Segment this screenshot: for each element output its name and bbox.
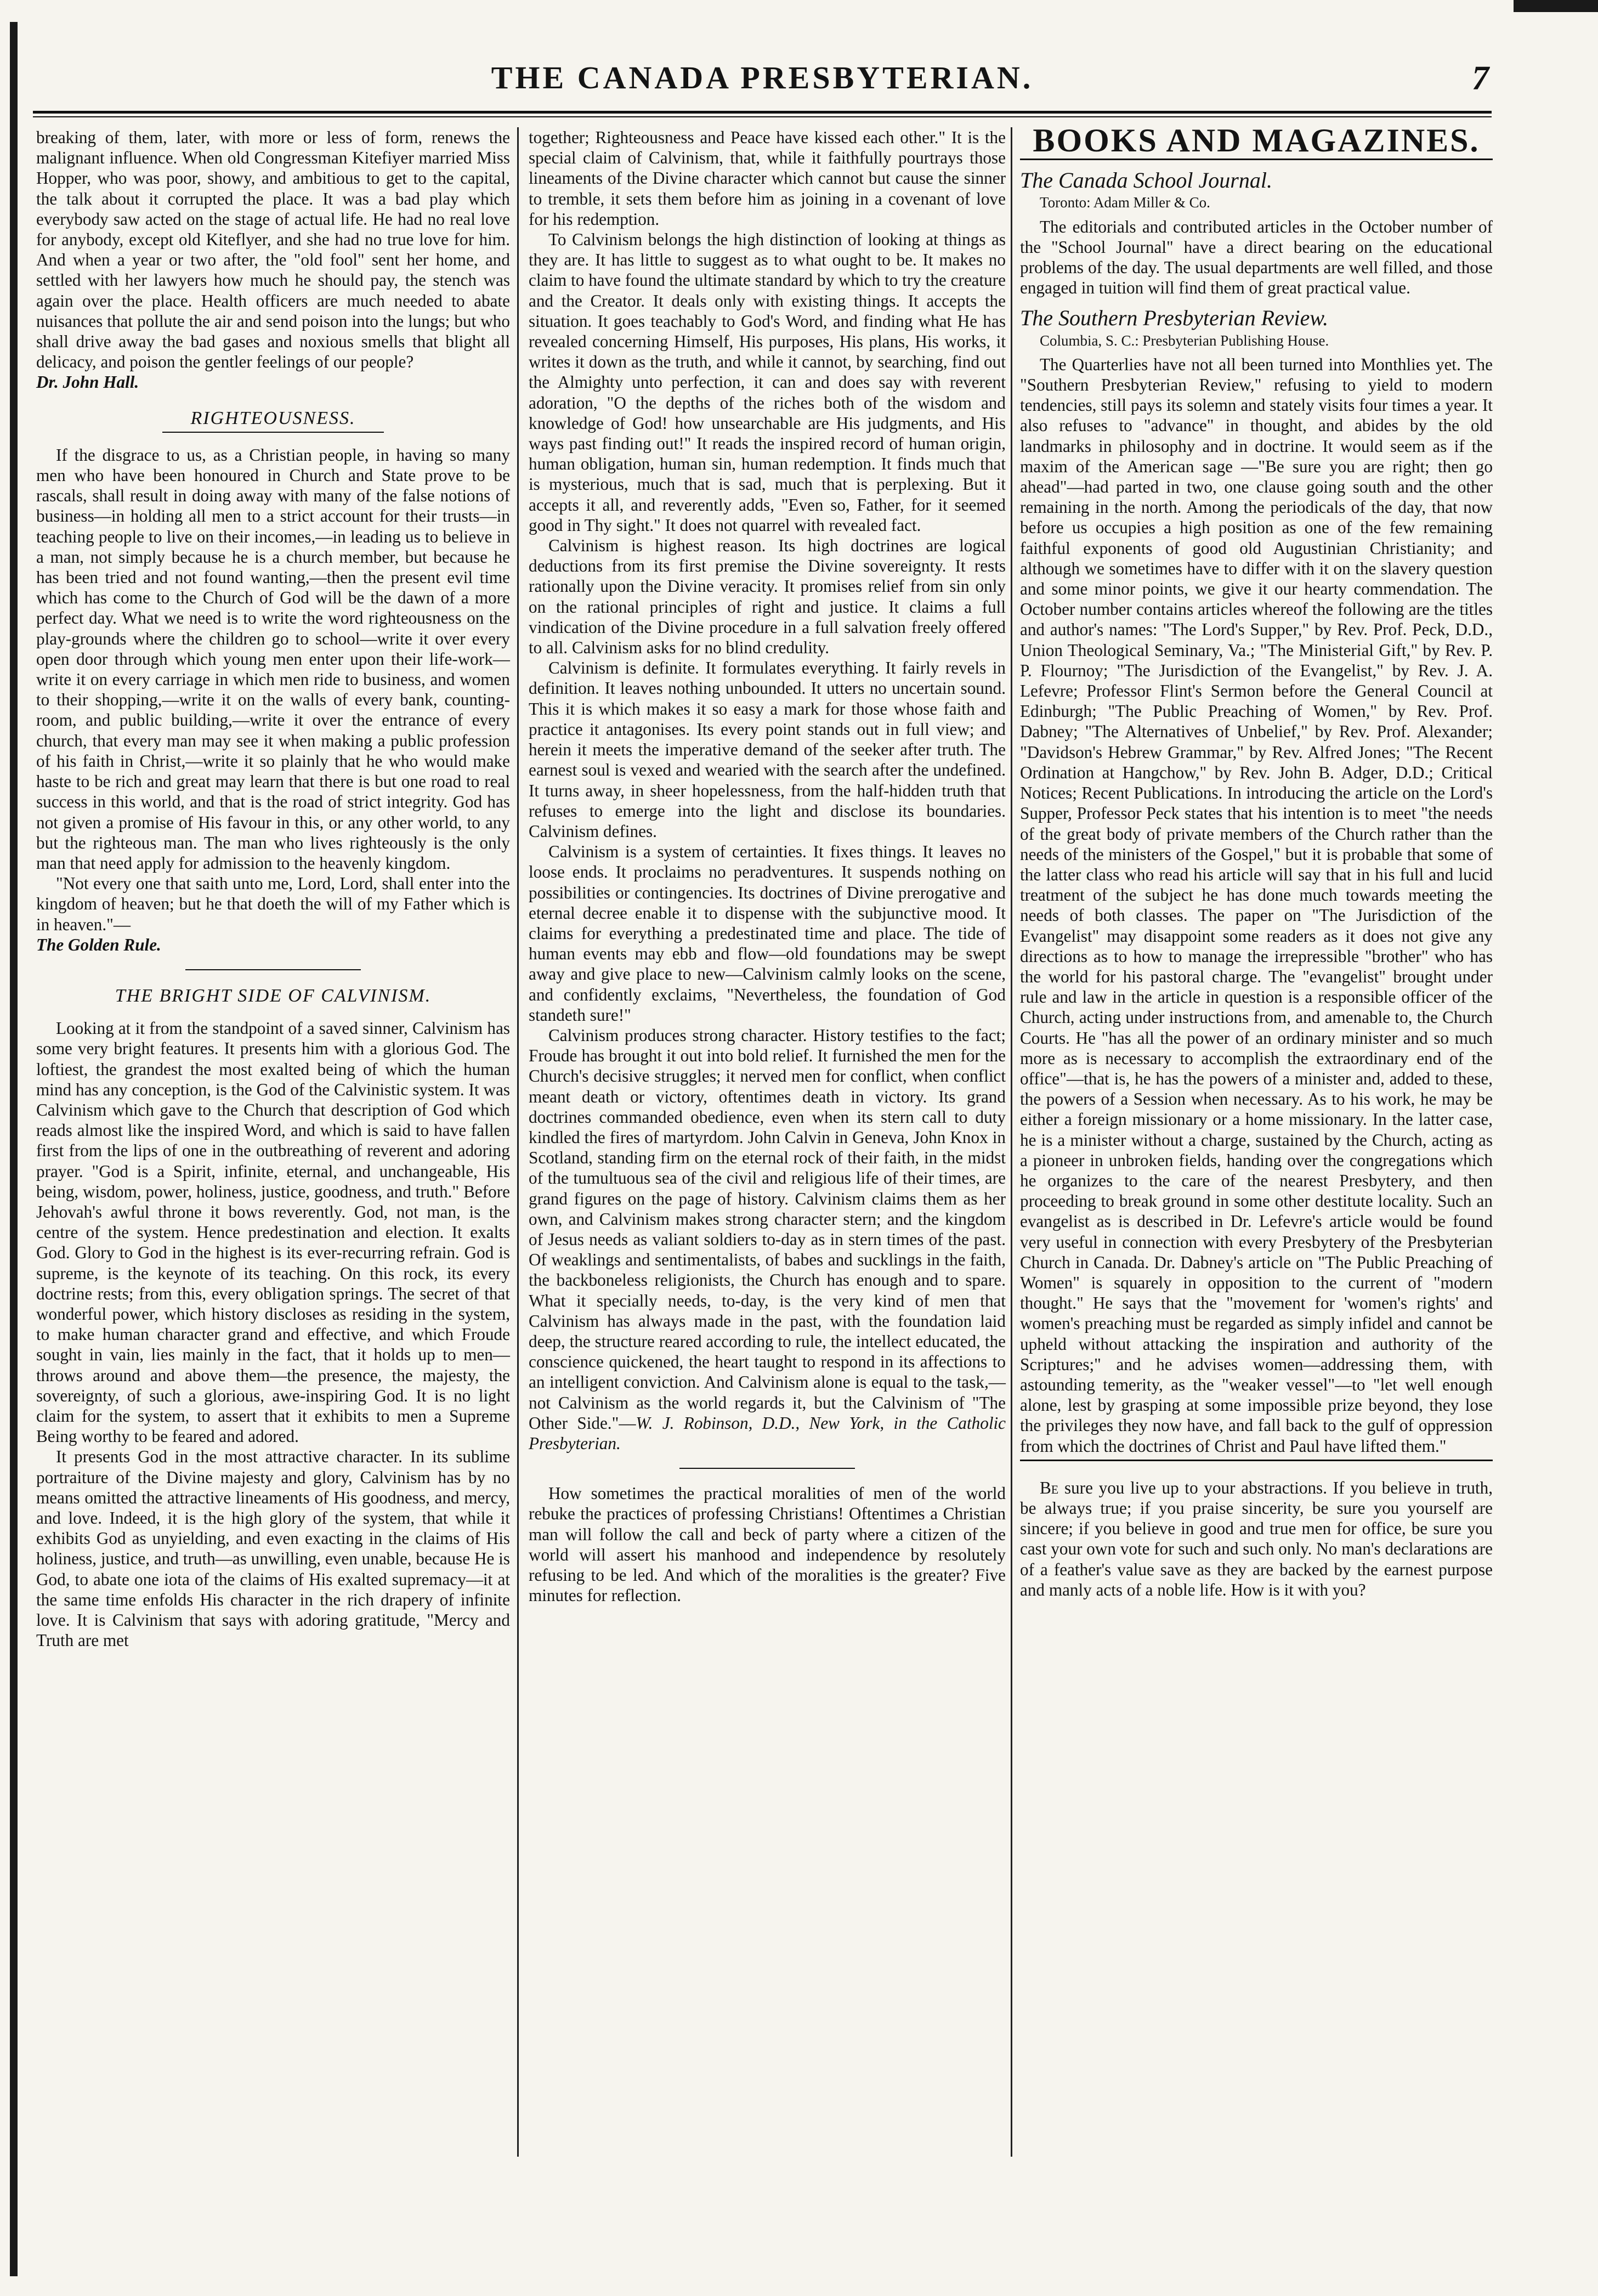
books-and-magazines-heading: BOOKS AND MAGAZINES. [1033, 122, 1480, 159]
righteousness-paragraph-2: "Not every one that saith unto me, Lord, Lord, shall enter into the kingdom of heaven; but he that doeth the will of my Father which is in heaven."— [36, 874, 510, 934]
article-continuation: breaking of them, later, with more or less of form, renews the malignant influence. When old Congressman Kitefiyer married Miss Hopper, who was poor, showy, and ambitious to get to the capital, the talk about it corrupted the place. It was a bad play which everybody saw acted on the stage of actual life. He had no real love for anybody, except old Kiteflyer, and she had no true love for him. And when a year or two after, the "old fool" sent her home, and settled with her lawyers how much he should pay, the stench was again over the place. Health officers are much needed to abate nuisances that pollute the air and send poison into the lungs; but who shall drive away the bad gases and noxious smells that blight all delicacy, and poison the gentler feelings of our people? [36, 128, 510, 372]
righteousness-title: RIGHTEOUSNESS. [162, 408, 384, 433]
southern-review-title: The Southern Presbyterian Review. [1020, 306, 1329, 331]
calvinism-paragraph-6-text: Calvinism produces strong character. History testifies to the fact; Froude has brought it out into bold relief. It furnished the men for the Church's decisive struggles; it nerved men for conflict, when conflict meant death or victory, oftentimes death in victory. Its grand doctrines commanded obedience, even when its stern call to duty kindled the fires of martyrdom. John Calvin in Geneva, John Knox in Scotland, standing firm on the eternal rock of their faith, in the midst of the tumultuous sea of the civil and religious life of their times, are grand figures on the page of history. Calvinism claims them as her own, and Calvinism makes strong character stern; and the kingdom of Jesus needs as valiant soldiers to-day as in stern times of the past. Of weaklings and sentimentalists, of babes and sucklings in the faith, the backboneless religionists, the Church has enough and to spare. What it specially needs, to-day, is the very kind of men that Calvinism has always made in the past, with the foundation laid deep, the structure reared according to rule, the intellect educated, the conscience quickened, the heart taught to respond in its affections to an intelligent conviction. And Calvinism alone is equal to the task,—not Calvinism as the world regards it, but the Calvinism of "The Other Side."— [529, 1025, 1006, 1433]
column-1 [36, 127, 510, 1650]
section-divider [185, 969, 361, 970]
bright-side-paragraph-2: It presents God in the most attractive character. In its sublime portraiture of the Divine majesty and glory, Calvinism has by no means omitted the attractive lineaments of His goodness, and mercy, and love. Indeed, it is the high glory of the system, that while it exhibits God as unyielding, and even exacting in the claims of His holiness, justice, and truth—as unwilling, even unable, because He is God, to abate one iota of the claims of His exalted supremacy—it at the same time enfolds His character in the rich drapery of infinite love. It is Calvinism that says with adoring gratitude, "Mercy and Truth are met [36, 1447, 510, 1650]
page-edge-shadow [10, 22, 18, 2276]
masthead [33, 59, 1492, 109]
masthead-rule [33, 111, 1492, 114]
page-number: 7 [1472, 60, 1492, 97]
southern-review-publisher: Columbia, S. C.: Presbyterian Publishing House. [1040, 332, 1329, 349]
article-byline: Dr. John Hall. [36, 372, 139, 392]
righteousness-byline: The Golden Rule. [36, 935, 161, 954]
righteousness-paragraph-1: If the disgrace to us, as a Christian people, in having so many men who have been honoured in Church and State prove to be rascals, shall result in doing away with many of the false notions of business—in holding all men to a strict account for their trusts—in teaching people to live on their incomes,—in leading us to believe in a man, not simply because he is a church member, but because he has been tried and not found wanting,—then the present evil time which has come to the Church of God will be the dawn of a more perfect day. What we need is to write the word righteousness on the play-grounds where the children go to school—write it over every open door through which young men enter upon their life-work—write it on every carriage in which men ride to business, and women to their shopping,—write it on the walls of every bank, counting-room, and public building,—write it over the entrance of every church, that every man may see it when making a public profession of his faith in Christ,—write it so plainly that he who would make haste to be rich and great may learn that there is but one road to real success in this world, and that is the road of strict integrity. God has not given a promise of His favour in this, or any other world, to any but the righteous man. The man who lives righteously is the only man that need apply for admission to the heavenly kingdom. [36, 445, 510, 873]
column-3 [1020, 122, 1493, 1600]
masthead-title: THE CANADA PRESBYTERIAN. [491, 60, 1034, 95]
column-divider-1 [517, 127, 519, 2157]
bright-side-paragraph-1: Looking at it from the standpoint of a saved sinner, Calvinism has some very bright features. It presents him with a glorious God. The loftiest, the grandest the most exalted being of which the human mind has any conception, is the God of the Calvinistic system. It was Calvinism which gave to the Church that description of God which reads almost like the inspired Word, and which is said to have fallen first from the lips of one in the outbreathing of reverent and adoring prayer. "God is a Spirit, infinite, eternal, and unchangeable, His being, wisdom, power, holiness, justice, goodness, and truth." Before Jehovah's awful throne it bows reverently. God, not man, is the centre of the system. Hence predestination and election. It exalts God. Glory to God in the highest is its ever-recurring refrain. God is supreme, is the keynote of its teaching. On this rock, its every doctrine rests; from this, every obligation springs. The secret of that wonderful power, which history discloses as residing in the system, to make human character grand and effective, and which Froude sought in vain, lies mainly in the fact, that it holds up to men—throws around and above them—the presence, the majesty, the sovereignty, of such a glorious, awe-inspiring God. It is no light claim for the system, to assert that it exhibits to men a Supreme Being worthy to be feared and adored. [36, 1019, 510, 1446]
southern-review-review: The Quarterlies have not all been turned into Monthlies yet. The "Southern Presbyterian Review," refusing to yield to modern tendencies, still pays its solemn and stately visits four times a year. It also refuses to "advance" in thought, and abides by the old landmarks in philosophy and in doctrine. It would seem as if the maxim of the American sage —"Be sure you are right; then go ahead"—had parted in two, one clause going south and the other remaining in the north. Among the periodicals of the day, that now before us occupies a high position as one of the few remaining faithful exponents of good old Augustinian Christianity; and although we sometimes have to differ with it on the slavery question and some minor points, we give it our hearty commendation. The October number contains articles whereof the following are the titles and author's names: "The Lord's Supper," by Rev. Prof. Peck, D.D., Union Theological Seminary, Va.; "The Ministerial Gift," by Rev. P. P. Flournoy; "The Jurisdiction of the Evangelist," by Rev. J. A. Lefevre; Professor Flint's Sermon before the General Council at Edinburgh; "The Public Preaching of Women," by Rev. Prof. Dabney; "The Alternatives of Unbelief," by Rev. Prof. Alexander; "Davidson's Hebrew Grammar," by Rev. Alfred Jones; "The Recent Ordination at Hangchow," by Rev. John B. Adger, D.D.; Critical Notices; Recent Publications. In introducing the article on the Lord's Supper, Professor Peck states that his intention is to meet "the needs of the great body of private members of the Church rather than the needs of the ministers of the Gospel," but it is probable that some of the latter class who read his article will say that in his full and lucid treatment of the subject he has done much towards meeting the needs of both classes. The paper on "The Jurisdiction of the Evangelist" may disappoint some readers as it does not give any directions as to how to manage the irrepressible "brother" who has the world for his pastoral charge. The "evangelist" brought under rule and law in the article in question is a responsible officer of the Church, acting under instructions from, and amenable to, the Church Courts. He "has all the power of an ordinary minister and so much more as is necessary to accomplish the extraordinary end of the office"—that is, he has the powers of a minister and, added to these, the powers of a Session when necessary. As to his work, he may be either a foreign missionary or a home missionary. In the latter case, he is a minister without a charge, sustained by the Church, acting as a pioneer in unbroken fields, handing over the congregations which he organizes to the care of the nearest Presbytery, and then proceeding to break ground in some other destitute locality. Such an evangelist as is described in Dr. Lefevre's article would be found very useful in connection with every Presbytery of the Presbyterian Church in Canada. Dr. Dabney's article on "The Public Preaching of Women" is squarely in opposition to the current of "modern thought." He says that the "movement for 'women's rights' and women's preaching must be regarded as simply infidel and cannot be upheld without attacking the inspiration and authority of the Scriptures;" and he advises women—addressing them, with astounding temerity, as the "weaker vessel"—to "let well enough alone, lest by grasping at some impossible prize beyond, they lose the privileges they now have, and fall back to the gulf of oppression from which the doctrines of Christ and Paul have lifted them." [1020, 354, 1493, 1456]
abstractions-text: sure you live up to your abstractions. If you believe in truth, be always true; if you praise sincerity, be sure you yourself are sincere; if you believe in good and true men for office, be sure you cast your own vote for such and such only. No man's declarations are of a feather's value save as they are backed by the earnest purpose and manly acts of a noble life. How is it with you? [1020, 1478, 1493, 1599]
corner-smudge [1514, 0, 1598, 12]
abstractions-paragraph [1020, 1478, 1493, 1600]
masthead-rule-thin [33, 116, 1492, 117]
bright-side-title: THE BRIGHT SIDE OF CALVINISM. [115, 985, 432, 1006]
abstractions-lead: Be [1040, 1478, 1059, 1497]
heading-rule [1020, 159, 1493, 160]
school-journal-review: The editorials and contributed articles in the October number of the "School Journal" have a direct bearing on the educational problems of the day. The usual departments are well filled, and those engaged in tuition will find them of great practical value. [1020, 217, 1493, 298]
calvinism-byline: W. J. Robinson, D.D., New York, in the Catholic Presbyterian. [529, 1413, 1006, 1453]
moralities-paragraph: How sometimes the practical moralities of men of the world rebuke the practices of professing Christians! Oftentimes a Christian man will follow the call and beck of party where a citizen of the world will assert his manhood and independence by resolutely refusing to be led. And which of the moralities is the greater? Five minutes for reflection. [529, 1484, 1006, 1605]
calvinism-paragraph-1: together; Righteousness and Peace have kissed each other." It is the special claim of Calvinism, that, while it faithfully pourtrays those lineaments of the Divine character which cannot but cause the sinner to tremble, it sets them before him as joining in a covenant of love for his redemption. [529, 128, 1006, 229]
column-2 [529, 127, 1006, 1605]
school-journal-title: The Canada School Journal. [1020, 168, 1272, 193]
box-rule [1020, 1460, 1493, 1461]
calvinism-paragraph-2: To Calvinism belongs the high distinction of looking at things as they are. It has little to suggest as to what ought to be. It makes no claim to have found the ultimate standard by which to try the creature and the Creator. It deals only with existing things. It accepts the situation. It goes teachably to God's Word, and finding what He has revealed concerning Himself, His purposes, His plans, His works, it writes it down as the truth, and while it cannot, by searching, find out the Almighty unto perfection, it can and does say with reverent adoration, "O the depths of the riches both of the wisdom and knowledge of God! how unsearchable are His judgments, and His ways past finding out!" It reads the inspired record of human origin, human obligation, human sin, human redemption. It finds much that is mysterious, much that is sad, much that is perplexing. But it accepts it all, and reverently adds, "Even so, Father, for it seemed good in Thy sight." It does not quarrel with revealed fact. [529, 230, 1006, 535]
column-divider-2 [1011, 127, 1012, 2157]
school-journal-publisher: Toronto: Adam Miller & Co. [1040, 194, 1210, 211]
calvinism-paragraph-4: Calvinism is definite. It formulates everything. It fairly revels in definition. It leaves nothing unbounded. It utters no uncertain sound. This it is which makes it so easy a mark for those whose faith and practice it antagonises. Its every point stands out in full view; and herein it meets the imperative demand of the seeker after truth. The earnest soul is vexed and wearied with the search after the undefined. It turns away, in sheer hopelessness, from the half-hidden truth that refuses to emerge into the light and disclose its boundaries. Calvinism defines. [529, 658, 1006, 841]
calvinism-paragraph-6 [529, 1025, 1006, 1454]
calvinism-paragraph-5: Calvinism is a system of certainties. It fixes things. It leaves no loose ends. It proclaims no peradventures. It suspends nothing on possibilities or contingencies. Its doctrines of Divine prerogative and eternal decree enable it to dispense with the subjunctive mood. It claims for everything a predestinated time and place. The tide of human events may ebb and flow—old foundations may be swept away and give place to new—Calvinism calmly looks on the scene, and confidently exclaims, "Nevertheless, the foundation of God standeth sure!" [529, 842, 1006, 1025]
calvinism-paragraph-3: Calvinism is highest reason. Its high doctrines are logical deductions from its first premise the Divine sovereignty. It rests rationally upon the Divine veracity. It promises relief from sin only on the rational principles of right and justice. It claims a full vindication of the Divine procedure in a full salvation freely offered to all. Calvinism asks for no blind credulity. [529, 536, 1006, 658]
section-divider [679, 1468, 855, 1469]
